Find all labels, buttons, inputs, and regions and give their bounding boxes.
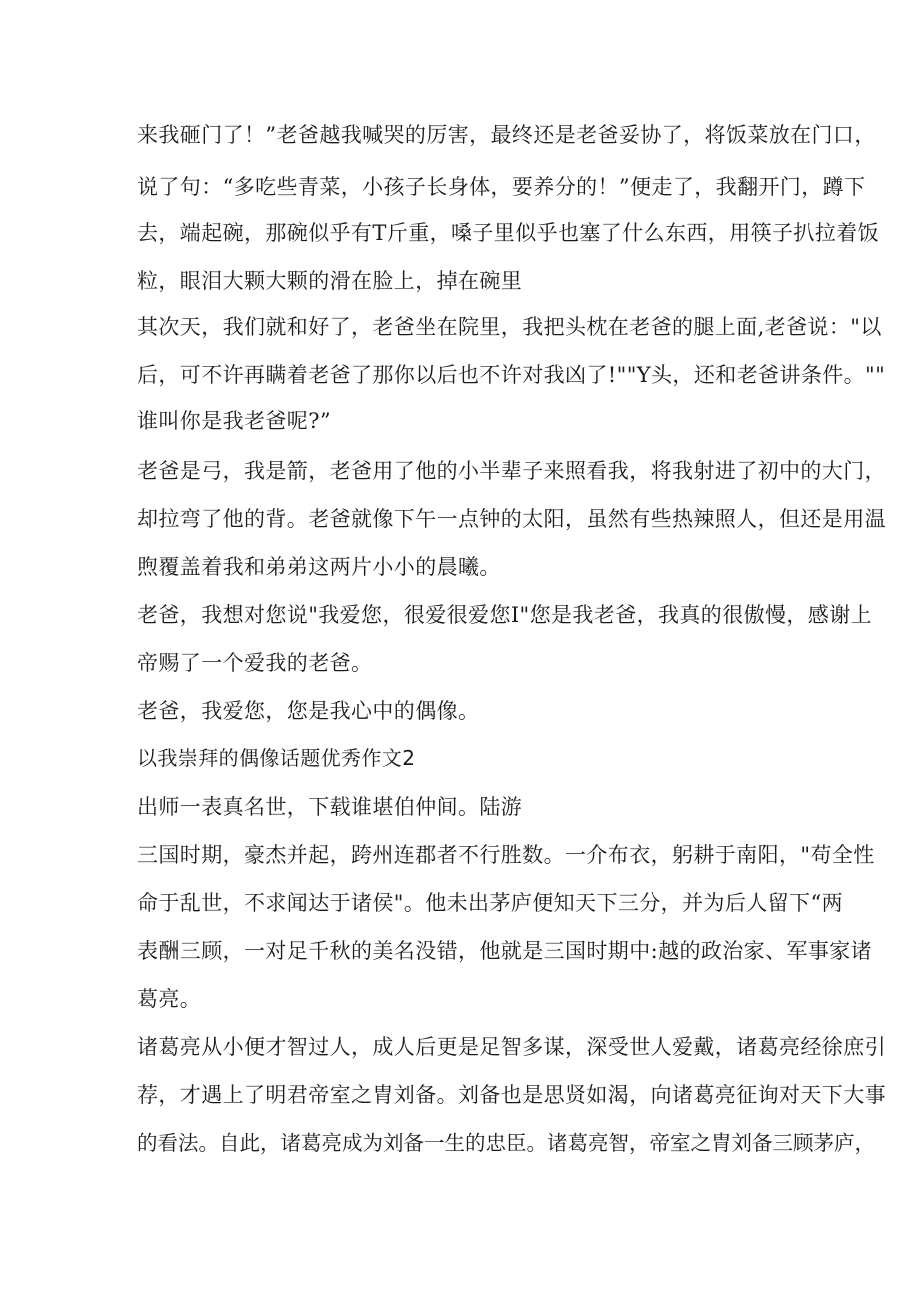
- text-line: 荐，才遇上了明君帝室之胄刘备。刘备也是思贤如渴，向诸葛亮征询对天下大事: [137, 1083, 886, 1107]
- text-line: 三国时期，豪杰并起，跨州连郡者不行胜数。一介布衣，躬耕于南阳，"苟全性: [137, 843, 875, 867]
- text-line: 诸葛亮从小便才智过人，成人后更是足智多谋，深受世人爱戴，诸葛亮经徐庶引: [137, 1035, 886, 1059]
- text-line: 老爸，我想对您说"我爱您，很爱很爱您I"您是我老爸，我真的很傲慢，感谢上: [137, 603, 873, 627]
- text-line: 出师一表真名世，下载谁堪伯仲间。陆游: [137, 795, 523, 819]
- text-line: 后，可不许再瞒着老爸了那你以后也不许对我凶了!""Y头，还和老爸讲条件。"": [137, 363, 886, 387]
- text-line: 的看法。自此，诸葛亮成为刘备一生的忠臣。诸葛亮智，帝室之胄刘备三顾茅庐，: [137, 1131, 875, 1155]
- text-line: 葛亮。: [137, 987, 202, 1011]
- text-line: 去，端起碗，那碗似乎有T斤重，嗓子里似乎也塞了什么东西，用筷子扒拉着饭: [137, 221, 880, 245]
- text-line: 老爸，我爱您，您是我心中的偶像。: [137, 699, 480, 723]
- text-line: 帝赐了一个爱我的老爸。: [137, 651, 373, 675]
- text-line: 老爸是弓，我是箭，老爸用了他的小半辈子来照看我，将我射进了初中的大门，: [137, 459, 886, 483]
- text-line: 谁叫你是我老爸呢?”: [137, 409, 331, 433]
- text-line: 命于乱世，不求闻达于诸侯"。他未出茅庐便知天下三分，并为后人留下“两: [137, 891, 843, 915]
- text-line: 说了句：“多吃些青菜，小孩子长身体，要养分的！”便走了，我翻开门，蹲下: [137, 175, 866, 199]
- text-line: 表酬三顾，一对足千秋的美名没错，他就是三国时期中:越的政治家、军事家诸: [137, 939, 873, 963]
- text-line: 其次天，我们就和好了，老爸坐在院里，我把头枕在老爸的腿上面,老爸说："以: [137, 315, 882, 339]
- section-heading: 以我崇拜的偶像话题优秀作文2: [137, 746, 416, 770]
- text-line: 来我砸门了！”老爸越我喊哭的厉害，最终还是老爸妥协了，将饭菜放在门口，: [137, 123, 876, 147]
- text-line: 却拉弯了他的背。老爸就像下午一点钟的太阳，虽然有些热辣照人，但还是用温: [137, 507, 886, 531]
- text-line: 粒，眼泪大颗大颗的滑在脸上，掉在碗里: [137, 269, 523, 293]
- text-line: 煦覆盖着我和弟弟这两片小小的晨曦。: [137, 555, 501, 579]
